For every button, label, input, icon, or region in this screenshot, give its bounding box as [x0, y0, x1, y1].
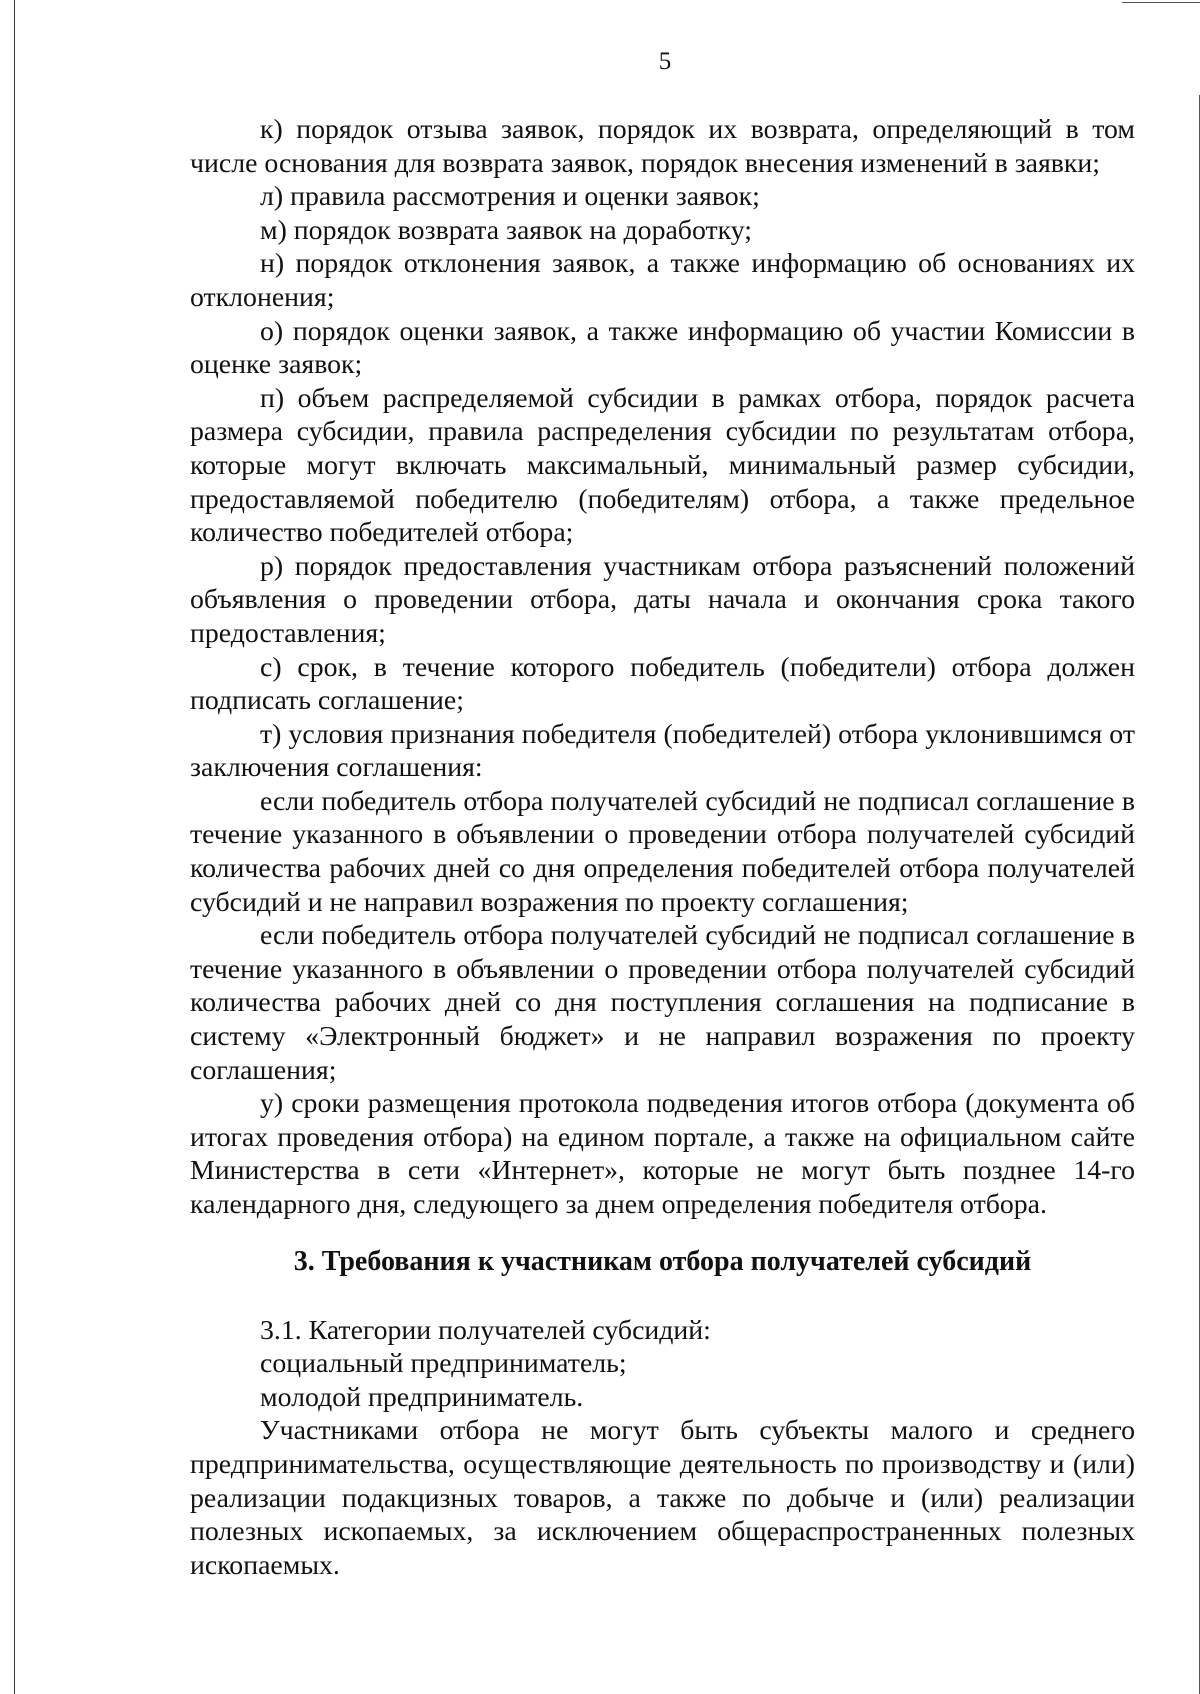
- paragraph-category-young: молодой предприниматель.: [260, 1381, 584, 1413]
- page-number: 5: [658, 48, 672, 75]
- scan-edge-left: [14, 0, 15, 1694]
- paragraph-item-k: к) порядок отзыва заявок, порядок их возврата, определяющий в том числе основания для возврата заявок, порядок внесения изменений в заявки;: [190, 114, 1135, 179]
- paragraph-condition-1: если победитель отбора получателей субсидий не подписал соглашение в течение указанного в объявлении о проведении отбора получателей субсидий количества рабочих дней со дня определения победителей отбора получателей субсидий и не направил возражения по проекту соглашения;: [190, 785, 1135, 918]
- paragraph-item-p: п) объем распределяемой субсидии в рамках отбора, порядок расчета размера субсидии, правила распределения субсидии по результатам отбора, которые могут включать максимальный, минимальный размер субсидии, предоставляемой победителю (победителям) отбора, а также предельное количество победителей отбора;: [190, 382, 1135, 549]
- paragraph-condition-2: если победитель отбора получателей субсидий не подписал соглашение в течение указанного в объявлении о проведении отбора получателей субсидий количества рабочих дней со дня поступления соглашения на подписание в систему «Электронный бюджет» и не направил возражения по проекту соглашения;: [190, 920, 1135, 1086]
- scan-edge-top-right: [1122, 2, 1200, 3]
- section-heading: 3. Требования к участникам отбора получателей субсидий: [293, 1245, 1032, 1277]
- paragraph-item-n: н) порядок отклонения заявок, а также информацию об основаниях их отклонения;: [190, 248, 1135, 313]
- paragraph-item-l: л) правила рассмотрения и оценки заявок;: [260, 181, 760, 213]
- document-body: [190, 113, 1135, 1582]
- paragraph-item-t: т) условия признания победителя (победителей) отбора уклонившимся от заключения соглашения:: [190, 718, 1135, 784]
- paragraph-item-r: р) порядок предоставления участникам отбора разъяснений положений объявления о проведении отбора, даты начала и окончания срока такого предоставления;: [190, 550, 1135, 649]
- paragraph-category-social: социальный предприниматель;: [260, 1348, 627, 1380]
- paragraph-item-u: у) сроки размещения протокола подведения итогов отбора (документа об итогах проведения отбора) на едином портале, а также на официальном сайте Министерства в сети «Интернет», которые не могут быть позднее 14-го календарного дня, следующего за днем определения победителя отбора.: [190, 1088, 1135, 1220]
- paragraph-exclusion: Участниками отбора не могут быть субъекты малого и среднего предпринимательства, осуществляющие деятельность по производству и (или) реализации подакцизных товаров, а также по добыче и (или) реализации полезных ископаемых, за исключением общераспространенных полезных ископаемых.: [190, 1415, 1135, 1581]
- paragraph-3-1: 3.1. Категории получателей субсидий:: [260, 1314, 711, 1346]
- paragraph-item-o: о) порядок оценки заявок, а также информацию об участии Комиссии в оценке заявок;: [190, 315, 1135, 381]
- paragraph-item-s: с) срок, в течение которого победитель (победители) отбора должен подписать соглашение;: [190, 651, 1135, 717]
- paragraph-item-m: м) порядок возврата заявок на доработку;: [260, 214, 752, 246]
